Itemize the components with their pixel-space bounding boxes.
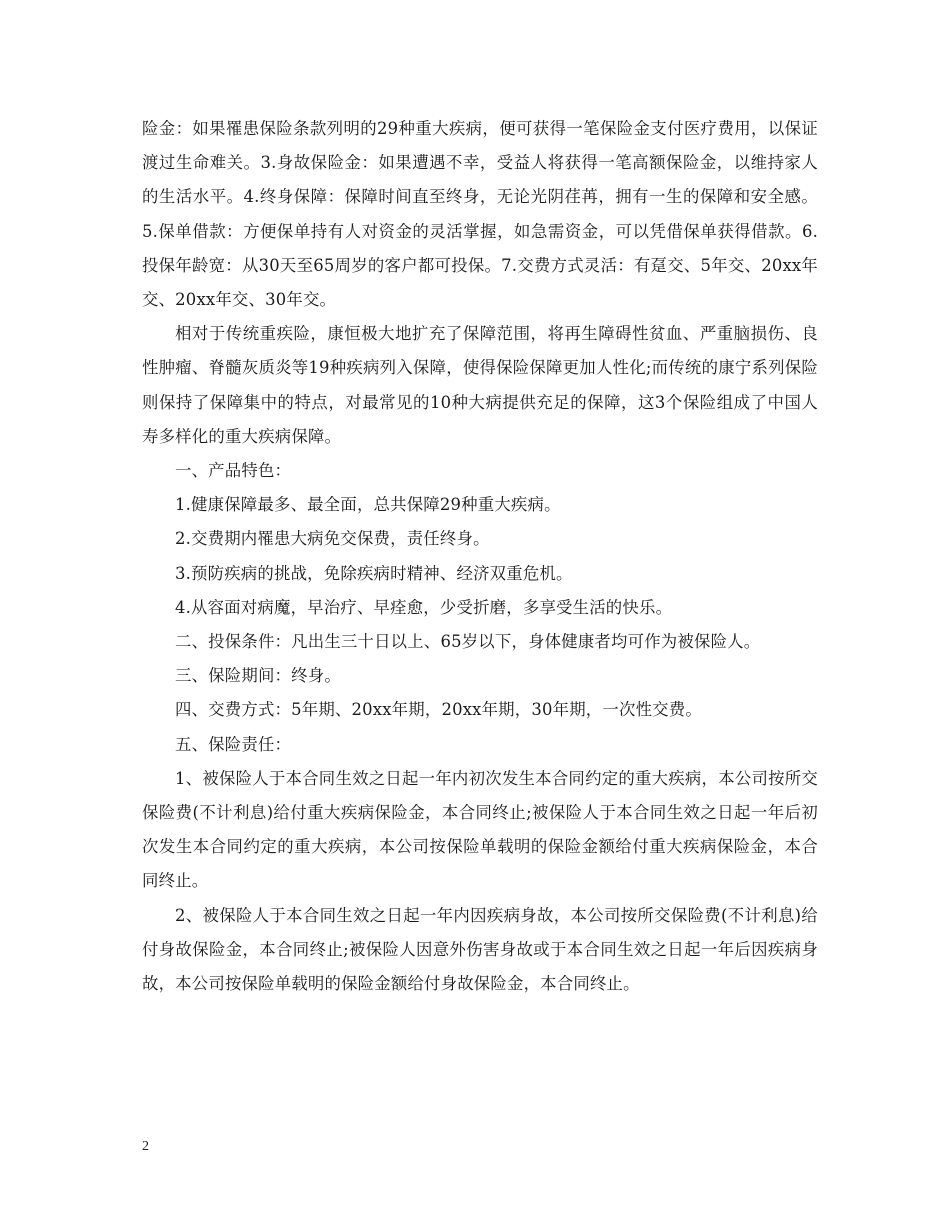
- feature-item-1: 1.健康保障最多、最全面，总共保障29种重大疾病。: [175, 495, 561, 515]
- feature-item-3: 3.预防疾病的挑战，免除疾病时精神、经济双重危机。: [175, 563, 573, 583]
- paragraph-comparison: 相对于传统重疾险，康恒极大地扩充了保障范围，将再生障碍性贫血、严重脑损伤、良性肿瘤、脊髓灰质炎等19种疾病列入保障，使得保险保障更加人性化;而传统的康宁系列保险则保持了保障集中的特点，对最常见的10种大病提供充足的保障，这3个保险组成了中国人寿多样化的重大疾病保障。: [142, 324, 818, 446]
- paragraph-benefits-continued: 险金：如果罹患保险条款列明的29种重大疾病，便可获得一笔保险金支付医疗费用，以保证渡过生命难关。3.身故保险金：如果遭遇不幸，受益人将获得一笔高额保险金，以维持家人的生活水平。4.终身保障：保障时间直至终身，无论光阴荏苒，拥有一生的保障和安全感。5.保单借款：方便保单持有人对资金的灵活掌握，如急需资金，可以凭借保单获得借款。6.投保年龄宽：从30天至65周岁的客户都可投保。7.交费方式灵活：有趸交、5年交、20xx年交、20xx年交、30年交。: [142, 119, 818, 310]
- section-heading-liability: 五、保险责任：: [175, 734, 292, 754]
- liability-clause-2: 2、被保险人于本合同生效之日起一年内因疾病身故，本公司按所交保险费(不计利息)给付身故保险金，本合同终止;被保险人因意外伤害身故或于本合同生效之日起一年后因疾病身故，本公司按保险单载明的保险金额给付身故保险金，本合同终止。: [142, 905, 818, 994]
- section-coverage-period: 三、保险期间：终身。: [175, 666, 341, 686]
- section-payment-method: 四、交费方式：5年期、20xx年期，20xx年期，30年期，一次性交费。: [175, 700, 702, 720]
- liability-clause-1: 1、被保险人于本合同生效之日起一年内初次发生本合同约定的重大疾病，本公司按所交保险费(不计利息)给付重大疾病保险金，本合同终止;被保险人于本合同生效之日起一年后初次发生本合同约定的重大疾病，本公司按保险单载明的保险金额给付重大疾病保险金，本合同终止。: [142, 768, 818, 891]
- page-number: 2: [142, 1139, 149, 1154]
- section-eligibility: 二、投保条件：凡出生三十日以上、65岁以下，身体健康者均可作为被保险人。: [175, 632, 761, 652]
- document-body: [142, 112, 818, 1001]
- feature-item-2: 2.交费期内罹患大病免交保费，责任终身。: [175, 529, 490, 549]
- section-heading-features: 一、产品特色：: [175, 461, 292, 481]
- feature-item-4: 4.从容面对病魔，早治疗、早痊愈，少受折磨，多享受生活的快乐。: [175, 597, 673, 617]
